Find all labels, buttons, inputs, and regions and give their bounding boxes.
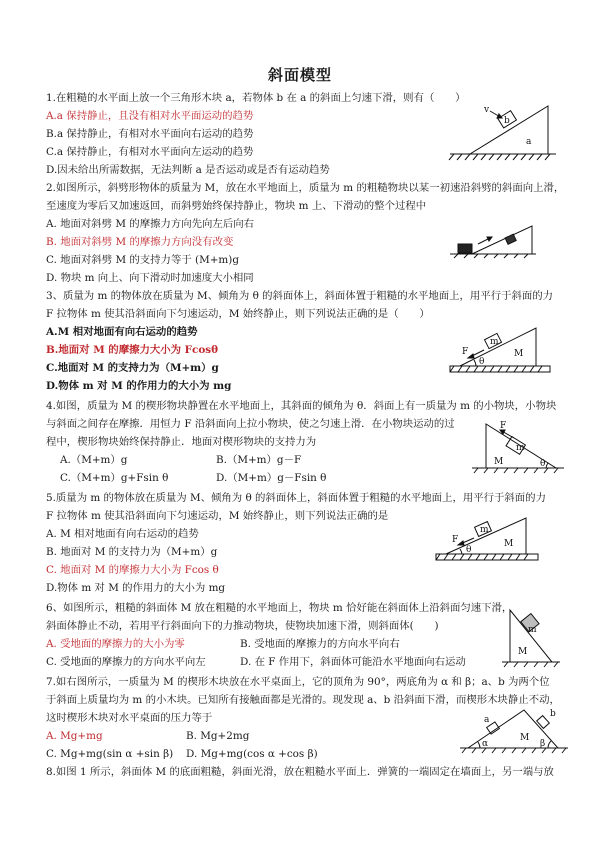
q4-stem-line2: 与斜面之间存在摩擦．用恒力 F 沿斜面向上拉小物块，使之匀速上滑．在小物块运动的过 — [46, 418, 455, 430]
q4-label-theta: θ — [540, 459, 546, 469]
q7-stem-line2: 于斜面上质量均为 m 的小木块。已知所有接触面都是光滑的。现发现 a、b 沿斜面下滑，而楔形木块静止不动， — [46, 694, 560, 706]
page-title: 斜面模型 — [267, 66, 332, 84]
q7-label-b: b — [550, 709, 556, 719]
q3-label-theta: θ — [479, 357, 485, 367]
q6-option-c: C. 受地面的摩擦力的方向水平向左 — [46, 656, 206, 668]
q1-stem: 1.在粗糙的水平面上放一个三角形木块 a，若物体 b 在 a 的斜面上匀速下滑，则有（ ） — [46, 92, 466, 104]
q6-option-a: A. 受地面的摩擦力的大小为零 — [46, 638, 185, 650]
q7-label-beta: β — [540, 739, 546, 749]
q5-incline-figure — [432, 508, 544, 570]
q3-option-b: B.地面对 M 的摩擦力大小为 Fcosθ — [46, 344, 219, 356]
q6-label-M: M — [518, 647, 528, 657]
q7-option-d: D. Mg+mg(cos α +cos β) — [186, 748, 318, 760]
q4-option-b: B.（M+m）g－F — [216, 454, 302, 466]
q2-option-a: A. 地面对斜劈 M 的摩擦力方向先向左后向右 — [46, 218, 254, 230]
q7-label-alpha: α — [482, 739, 489, 749]
q3-option-a: A.M 相对地面有向右运动的趋势 — [46, 326, 198, 338]
q7-option-b: B. Mg+2mg — [186, 730, 250, 742]
q2-incline-figure — [448, 222, 538, 266]
q5-option-c: C. 地面对 M 的摩擦力大小为 Fcos θ — [46, 564, 219, 576]
q1-option-d: D.因未给出所需数据，无法判断 a 是否运动或是否有运动趋势 — [46, 164, 330, 176]
q4-label-m: m — [516, 443, 525, 453]
q5-stem-line2: F 拉物体 m 使其沿斜面向下匀速运动，M 始终静止，则下列说法正确的是 — [46, 510, 389, 522]
q5-label-theta: θ — [466, 545, 472, 555]
q4-option-d: D.（M+m）g－Fsin θ — [216, 472, 327, 484]
q6-option-d: D. 在 F 作用下，斜面体可能沿水平地面向右运动 — [240, 656, 466, 668]
q3-stem-line2: F 拉物体 m 使其沿斜面向下匀速运动，M 始终静止，则下列说法正确的是（ ） — [46, 308, 430, 320]
q5-label-m: m — [480, 525, 489, 535]
q7-stem-line1: 7.如右图所示，一质量为 M 的楔形木块放在水平桌面上，它的顶角为 90°，两底角为 α 和 β；a、b 为两个位 — [46, 676, 550, 688]
q7-option-a: A. Mg+mg — [46, 730, 103, 742]
q7-label-M: M — [520, 733, 530, 743]
q4-stem-line3: 程中，楔形物块始终保持静止．地面对楔形物块的支持力为 — [46, 436, 317, 448]
q1-label-a: a — [526, 137, 532, 147]
q2-option-d: D. 物块 m 向上、向下滑动时加速度大小相同 — [46, 272, 254, 284]
q6-incline-figure — [500, 604, 562, 670]
q8-stem-line1: 8.如图 1 所示，斜面体 M 的底面粗糙，斜面光滑，放在粗糙水平面上．弹簧的一端固定在墙面上，另一端与放 — [46, 766, 554, 778]
q1-option-a: A.a 保持静止，且没有相对水平面运动的趋势 — [46, 110, 254, 122]
q1-wedge-a — [470, 106, 548, 154]
q3-option-d: D.物体 m 对 M 的作用力的大小为 mg — [46, 380, 232, 392]
q1-option-b: B.a 保持静止，有相对水平面向右运动的趋势 — [46, 128, 254, 140]
q5-stem-line1: 5.质量为 m 的物体放在质量为 M、倾角为 θ 的斜面体上，斜面体置于粗糙的水平地面上，用平行于斜面的力 — [46, 492, 546, 504]
q5-option-d: D.物体 m 对 M 的作用力的大小为 mg — [46, 582, 226, 594]
q3-option-c: C.地面对 M 的支持力为（M+m）g — [46, 362, 219, 374]
q1-ground-hatch — [449, 154, 556, 160]
q3-label-f: F — [462, 347, 469, 357]
q4-stem-line1: 4.如图，质量为 M 的楔形物块静置在水平地面上，其斜面的倾角为 θ．斜面上有一质量为 m 的小物块，小物块 — [46, 400, 557, 412]
q4-option-a: A.（M+m）g — [60, 454, 128, 466]
q2-stem-line2: 至速度为零后又加速返回，而斜劈始终保持静止，物块 m 上、下滑动的整个过程中 — [46, 200, 427, 212]
q3-incline-figure — [446, 318, 558, 384]
q7-wedge-figure — [458, 702, 570, 758]
q1-label-b: b — [504, 116, 510, 126]
q4-label-f: F — [500, 421, 507, 431]
q5-label-f: F — [452, 535, 459, 545]
q3-label-M: M — [514, 349, 524, 359]
q1-label-v: v — [484, 105, 490, 115]
q6-stem-line2: 斜面体静止不动，若用平行斜面向下的力推动物块，使物块加速下滑，则斜面体( ) — [46, 620, 439, 632]
q3-stem-line1: 3、质量为 m 的物体放在质量为 M、倾角为 θ 的斜面体上，斜面体置于粗糙的水平地面上，用平行于斜面的力 — [46, 290, 554, 302]
q3-label-m: m — [490, 337, 499, 347]
q1-incline-figure — [448, 100, 558, 164]
q6-option-b: B. 受地面的摩擦力的方向水平向右 — [240, 638, 400, 650]
q7-label-a: a — [484, 715, 490, 725]
q4-option-c: C.（M+m）g+Fsin θ — [60, 472, 169, 484]
q6-label-m: m — [528, 625, 537, 635]
q5-option-b: B. 地面对 M 的支持力为（M+m）g — [46, 546, 218, 558]
q7-option-c: C. Mg+mg(sin α +sin β) — [46, 748, 174, 760]
q4-incline-figure — [470, 418, 566, 476]
q2-option-c: C. 地面对斜劈 M 的支持力等于 (M+m)g — [46, 254, 239, 266]
q5-option-a: A. M 相对地面有向右运动的趋势 — [46, 528, 199, 540]
q4-label-M: M — [494, 457, 504, 467]
q2-option-b: B. 地面对斜劈 M 的摩擦力方向没有改变 — [46, 236, 234, 248]
q5-label-M: M — [504, 539, 514, 549]
q1-option-c: C.a 保持静止，有相对水平面向左运动的趋势 — [46, 146, 254, 158]
q7-stem-line3: 这时楔形木块对水平桌面的压力等于 — [46, 712, 213, 724]
q6-stem-line1: 6、如图所示，粗糙的斜面体 M 放在粗糙的水平地面上，物块 m 恰好能在斜面体上沿斜面匀速下滑， — [46, 602, 513, 614]
q2-stem-line1: 2.如图所示，斜劈形物体的质量为 M，放在水平地面上，质量为 m 的粗糙物块以某一初速沿斜劈的斜面向上滑， — [46, 182, 565, 194]
